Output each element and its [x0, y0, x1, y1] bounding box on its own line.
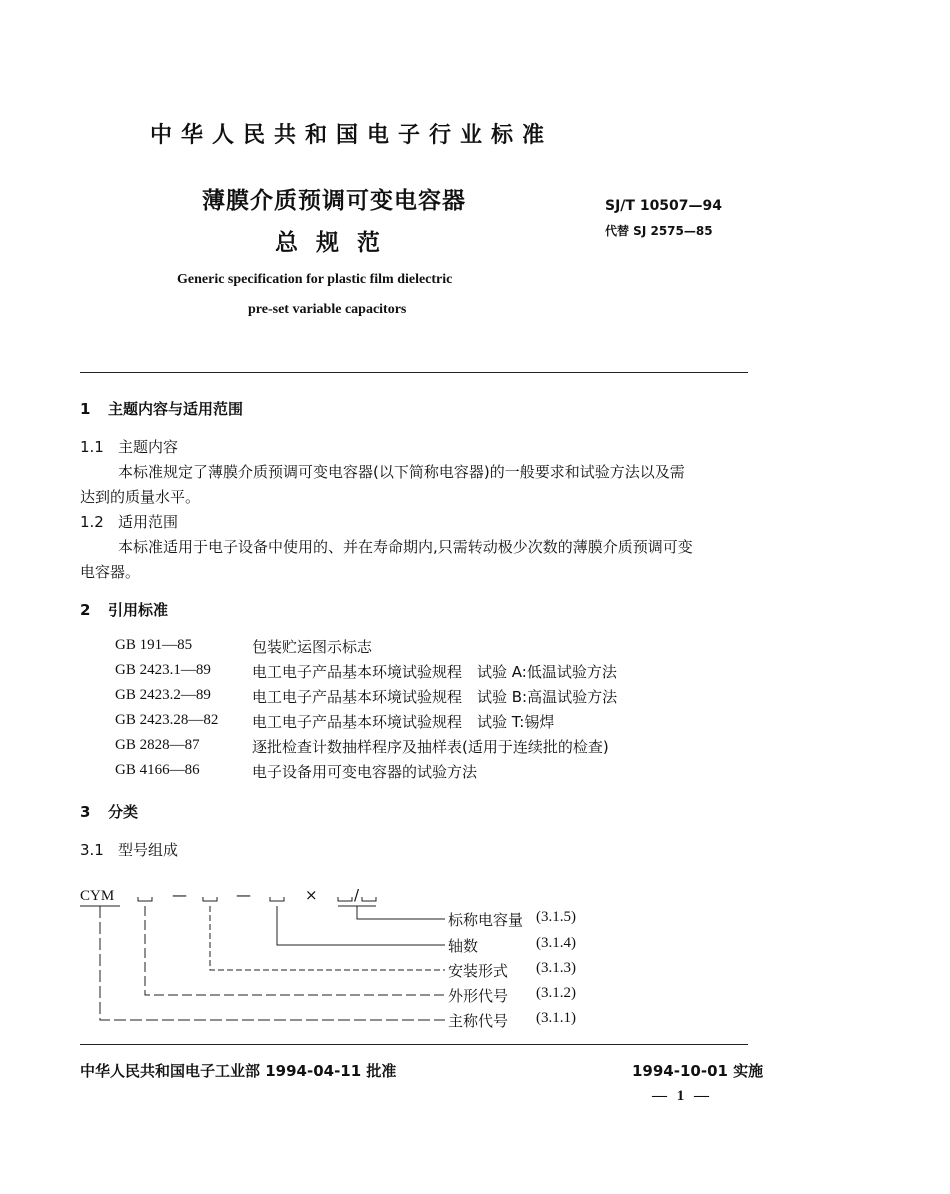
- document-title-line1: 薄膜介质预调可变电容器: [202, 188, 466, 214]
- paragraph-line: 本标准规定了薄膜介质预调可变电容器(以下简称电容器)的一般要求和试验方法以及需: [118, 463, 685, 481]
- reference-title: 电工电子产品基本环境试验规程 试验 A:低温试验方法: [252, 663, 617, 681]
- reference-code: GB 191—85: [115, 637, 193, 653]
- english-title-line1: Generic specification for plastic film dielectric: [177, 272, 453, 287]
- section-number: 3: [80, 803, 91, 821]
- reference-title: 电工电子产品基本环境试验规程 试验 B:高温试验方法: [252, 688, 618, 706]
- issuer-approval: 中华人民共和国电子工业部 1994-04-11 批准: [80, 1062, 397, 1080]
- leader-capacitance: [357, 906, 445, 919]
- section-number: 1.2: [80, 513, 104, 531]
- paragraph-line: 达到的质量水平。: [80, 488, 201, 506]
- effective-date: 1994-10-01 实施: [632, 1062, 764, 1080]
- placeholder-box: [338, 897, 352, 901]
- placeholder-box: [270, 897, 284, 901]
- paragraph-line: 本标准适用于电子设备中使用的、并在寿命期内,只需转动极少次数的薄膜介质预调可变: [118, 538, 693, 556]
- footer-rule: [80, 1044, 748, 1045]
- reference-code: GB 2828—87: [115, 737, 200, 753]
- legend-ref: (3.1.5): [536, 909, 576, 925]
- section-title: 分类: [108, 803, 139, 821]
- slash-sign: /: [354, 886, 360, 904]
- reference-code: GB 2423.28—82: [115, 712, 219, 728]
- section-title: 主题内容与适用范围: [108, 400, 244, 418]
- reference-title: 逐批检查计数抽样程序及抽样表(适用于连续批的检查): [252, 738, 609, 756]
- section-title: 型号组成: [118, 841, 179, 859]
- english-title-line2: pre-set variable capacitors: [248, 302, 407, 317]
- section-number: 1: [80, 400, 91, 418]
- reference-title: 电工电子产品基本环境试验规程 试验 T:锡焊: [252, 713, 555, 731]
- legend-ref: (3.1.3): [536, 960, 576, 976]
- paragraph-line: 电容器。: [80, 563, 141, 581]
- separator-dash: —: [236, 886, 251, 904]
- section-title: 主题内容: [118, 438, 179, 456]
- page-number: — 1 —: [652, 1088, 712, 1104]
- legend-ref: (3.1.2): [536, 985, 576, 1001]
- legend-label: 外形代号: [448, 987, 509, 1005]
- separator-dash: —: [172, 886, 187, 904]
- section-number: 2: [80, 601, 91, 619]
- document-title-line2: 总规范: [275, 230, 398, 256]
- standard-type: 中华人民共和国电子行业标准: [150, 123, 554, 148]
- model-prefix: CYM: [80, 888, 115, 904]
- legend-ref: (3.1.4): [536, 935, 576, 951]
- legend-label: 安装形式: [448, 962, 509, 980]
- legend-label: 主称代号: [448, 1012, 509, 1030]
- replaces-code: 代替 SJ 2575—85: [605, 224, 713, 238]
- reference-title: 电子设备用可变电容器的试验方法: [252, 763, 478, 781]
- leader-mounting: [210, 906, 445, 970]
- reference-code: GB 4166—86: [115, 762, 200, 778]
- section-title: 适用范围: [118, 513, 179, 531]
- reference-code: GB 2423.2—89: [115, 687, 211, 703]
- section-title: 引用标准: [108, 601, 169, 619]
- placeholder-box: [203, 897, 217, 901]
- legend-ref: (3.1.1): [536, 1010, 576, 1026]
- leader-main: [100, 906, 445, 1020]
- placeholder-box: [138, 897, 152, 901]
- legend-label: 轴数: [448, 937, 479, 955]
- section-number: 3.1: [80, 841, 104, 859]
- legend-label: 标称电容量: [448, 911, 524, 929]
- times-sign: ×: [305, 886, 318, 904]
- placeholder-box: [362, 897, 376, 901]
- reference-title: 包装贮运图示标志: [252, 638, 373, 656]
- leader-shaft: [277, 906, 445, 945]
- section-number: 1.1: [80, 438, 104, 456]
- standard-code: SJ/T 10507—94: [605, 198, 723, 214]
- reference-code: GB 2423.1—89: [115, 662, 211, 678]
